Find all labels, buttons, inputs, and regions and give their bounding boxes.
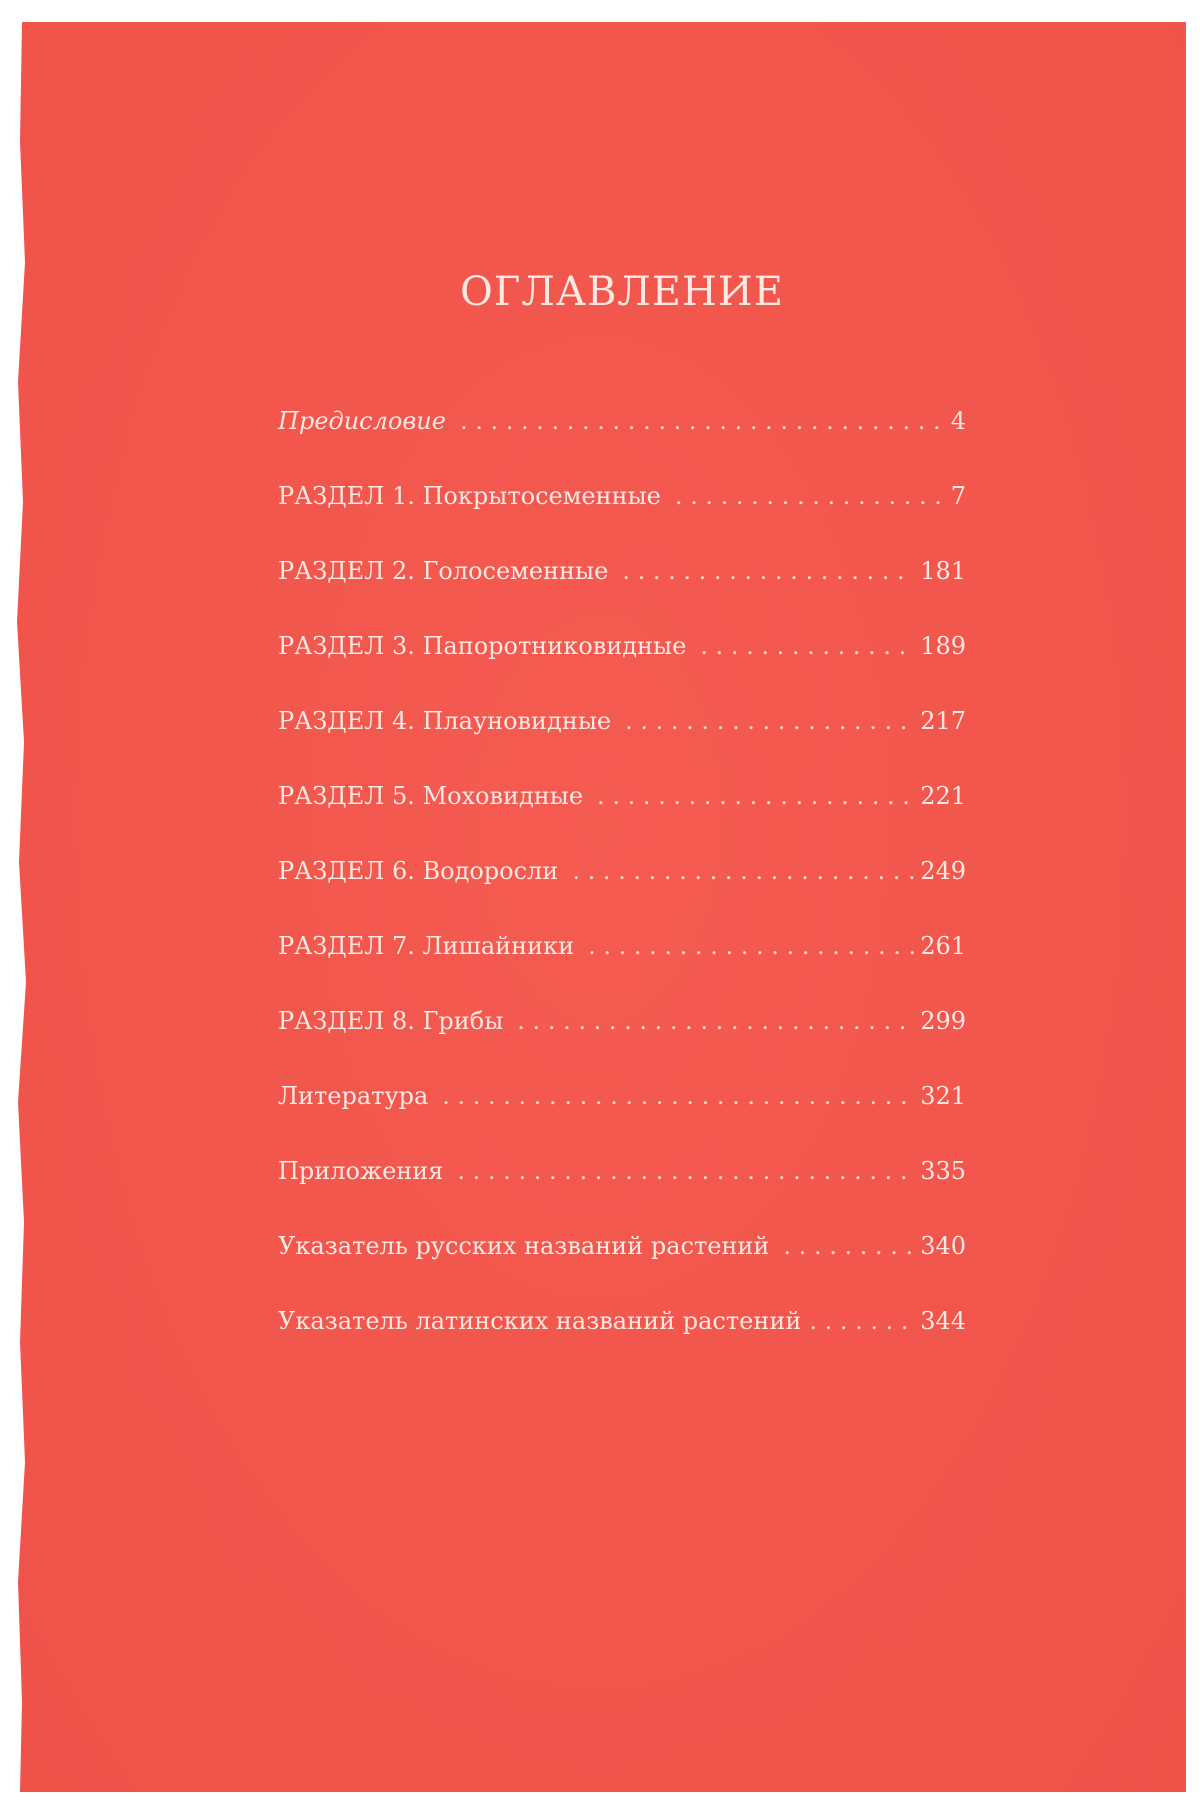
dot-leader	[517, 1007, 914, 1035]
dot-leader	[783, 1232, 914, 1260]
dot-leader	[442, 1082, 914, 1110]
toc-entry-page: 249	[920, 857, 966, 885]
toc-entry-section-2[interactable]	[278, 557, 966, 632]
toc-entry-latin-index[interactable]	[278, 1307, 966, 1382]
dot-leader	[597, 782, 914, 810]
toc-title: ОГЛАВЛЕНИЕ	[460, 269, 784, 315]
dot-leader	[675, 482, 945, 510]
toc-entry-page: 7	[950, 482, 966, 510]
toc-entry-page: 221	[920, 782, 966, 810]
toc-entry-section-5[interactable]	[278, 782, 966, 857]
toc-entry-section-6[interactable]	[278, 857, 966, 932]
toc-list	[278, 407, 966, 1382]
page-sheet	[12, 22, 1186, 1792]
toc-entry-section-8[interactable]	[278, 1007, 966, 1082]
toc-entry-preface[interactable]	[278, 407, 966, 482]
toc-entry-page: 321	[920, 1082, 966, 1110]
toc-entry-page: 181	[920, 557, 966, 585]
dot-leader	[622, 557, 914, 585]
torn-edge	[12, 22, 36, 1792]
toc-entry-label: Указатель латинских названий растений	[278, 1307, 802, 1335]
toc-entry-page: 189	[920, 632, 966, 660]
toc-entry-label: РАЗДЕЛ 6. Водоросли	[278, 857, 559, 885]
toc-entry-section-3[interactable]	[278, 632, 966, 707]
toc-entry-label: Предисловие	[278, 407, 446, 435]
dot-leader	[572, 857, 914, 885]
toc-entry-section-1[interactable]	[278, 482, 966, 557]
toc-entry-page: 335	[920, 1157, 966, 1185]
toc-entry-literature[interactable]	[278, 1082, 966, 1157]
toc-entry-appendices[interactable]	[278, 1157, 966, 1232]
dot-leader	[460, 407, 945, 435]
toc-entry-label: РАЗДЕЛ 1. Покрытосеменные	[278, 482, 661, 510]
toc-entry-label: Указатель русских названий растений	[278, 1232, 770, 1260]
toc-entry-russian-index[interactable]	[278, 1232, 966, 1307]
dot-leader	[457, 1157, 914, 1185]
toc-entry-label: РАЗДЕЛ 7. Лишайники	[278, 932, 575, 960]
toc-entry-page: 217	[920, 707, 966, 735]
toc-entry-page: 261	[920, 932, 966, 960]
toc-entry-label: Литература	[278, 1082, 429, 1110]
toc-entry-section-4[interactable]	[278, 707, 966, 782]
toc-entry-page: 344	[920, 1307, 966, 1335]
toc-entry-page: 4	[950, 407, 966, 435]
dot-leader	[625, 707, 914, 735]
toc-entry-section-7[interactable]	[278, 932, 966, 1007]
toc-entry-label: РАЗДЕЛ 8. Грибы	[278, 1007, 504, 1035]
dot-leader	[588, 932, 914, 960]
toc-entry-label: Приложения	[278, 1157, 444, 1185]
dot-leader	[700, 632, 914, 660]
toc-entry-label: РАЗДЕЛ 3. Папоротниковидные	[278, 632, 687, 660]
toc-entry-label: РАЗДЕЛ 4. Плауновидные	[278, 707, 612, 735]
toc-entry-label: РАЗДЕЛ 5. Моховидные	[278, 782, 584, 810]
dot-leader	[809, 1307, 912, 1335]
toc-entry-page: 299	[920, 1007, 966, 1035]
toc-entry-page: 340	[920, 1232, 966, 1260]
toc-entry-label: РАЗДЕЛ 2. Голосеменные	[278, 557, 609, 585]
